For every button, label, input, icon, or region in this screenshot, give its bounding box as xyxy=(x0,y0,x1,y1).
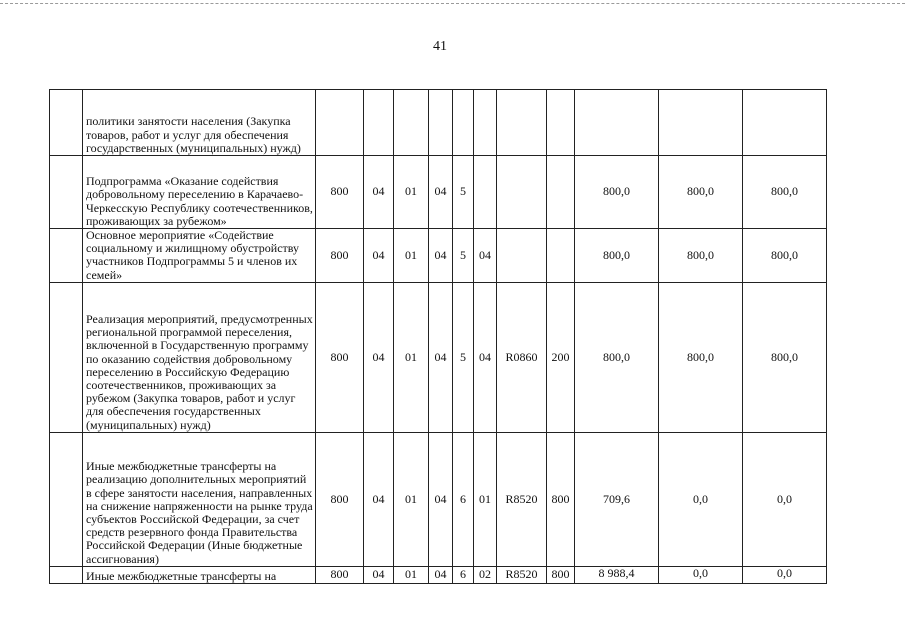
amount-year-2: 800,0 xyxy=(659,156,743,229)
code-subsection: 01 xyxy=(394,566,429,583)
code-section: 04 xyxy=(364,229,394,283)
code-activity xyxy=(474,90,497,156)
amount-year-3: 800,0 xyxy=(743,282,827,432)
code-direction: R8520 xyxy=(497,566,547,583)
code-subprogram: 6 xyxy=(453,432,474,566)
code-direction xyxy=(497,229,547,283)
code-subprogram: 5 xyxy=(453,156,474,229)
table-row xyxy=(50,229,827,283)
code-program xyxy=(429,90,453,156)
code-section: 04 xyxy=(364,566,394,583)
row-name: политики занятости населения (Закупка товаров, работ и услуг для обеспечения государственных (муниципальных) нужд) xyxy=(83,90,316,156)
code-expense-type xyxy=(547,229,575,283)
code-subprogram: 5 xyxy=(453,229,474,283)
code-expense-type: 800 xyxy=(547,566,575,583)
budget-table xyxy=(49,89,827,584)
code-program: 04 xyxy=(429,432,453,566)
amount-year-2: 0,0 xyxy=(659,566,743,583)
amount-year-3: 800,0 xyxy=(743,229,827,283)
page-top-edge xyxy=(0,3,905,4)
code-direction xyxy=(497,90,547,156)
page-number: 41 xyxy=(433,39,447,54)
code-program: 04 xyxy=(429,566,453,583)
row-name: Основное мероприятие «Содействие социальному и жилищному обустройству участников Подпрограммы 5 и членов их семей» xyxy=(83,229,316,283)
row-number-cell xyxy=(50,156,83,229)
row-name: Иные межбюджетные трансферты на xyxy=(83,566,316,583)
code-subsection: 01 xyxy=(394,156,429,229)
amount-year-1: 800,0 xyxy=(575,282,659,432)
code-direction: R8520 xyxy=(497,432,547,566)
code-direction: R0860 xyxy=(497,282,547,432)
code-gov: 800 xyxy=(316,566,364,583)
code-activity: 01 xyxy=(474,432,497,566)
code-activity xyxy=(474,156,497,229)
row-number-cell xyxy=(50,282,83,432)
code-gov xyxy=(316,90,364,156)
row-number-cell xyxy=(50,90,83,156)
amount-year-3: 800,0 xyxy=(743,156,827,229)
row-number-cell xyxy=(50,566,83,583)
code-program: 04 xyxy=(429,229,453,283)
amount-year-3: 0,0 xyxy=(743,566,827,583)
code-subprogram: 5 xyxy=(453,282,474,432)
code-activity: 02 xyxy=(474,566,497,583)
code-gov: 800 xyxy=(316,229,364,283)
code-activity: 04 xyxy=(474,229,497,283)
table-row xyxy=(50,156,827,229)
amount-year-2 xyxy=(659,90,743,156)
code-program: 04 xyxy=(429,282,453,432)
table-row xyxy=(50,566,827,583)
code-gov: 800 xyxy=(316,432,364,566)
amount-year-1 xyxy=(575,90,659,156)
code-expense-type: 200 xyxy=(547,282,575,432)
code-section: 04 xyxy=(364,156,394,229)
code-gov: 800 xyxy=(316,282,364,432)
amount-year-1: 8 988,4 xyxy=(575,566,659,583)
table-row xyxy=(50,432,827,566)
row-number-cell xyxy=(50,229,83,283)
code-activity: 04 xyxy=(474,282,497,432)
amount-year-2: 800,0 xyxy=(659,229,743,283)
row-name: Подпрограмма «Оказание содействия добровольному переселению в Карачаево-Черкесскую Республику соотечественников, проживающих за рубежом» xyxy=(83,156,316,229)
code-expense-type xyxy=(547,156,575,229)
amount-year-2: 800,0 xyxy=(659,282,743,432)
code-subsection: 01 xyxy=(394,432,429,566)
amount-year-1: 800,0 xyxy=(575,229,659,283)
table-row xyxy=(50,282,827,432)
code-subsection: 01 xyxy=(394,282,429,432)
code-subsection xyxy=(394,90,429,156)
row-number-cell xyxy=(50,432,83,566)
code-subprogram: 6 xyxy=(453,566,474,583)
code-program: 04 xyxy=(429,156,453,229)
row-name: Реализация мероприятий, предусмотренных региональной программой переселения, включенной в Государственную программу по оказанию содействия добровольному переселению в Российскую Федерацию соотечественников, проживающих за рубежом (Закупка товаров, работ и услуг для обеспечения государственных (муниципальных) нужд) xyxy=(83,282,316,432)
code-subprogram xyxy=(453,90,474,156)
code-direction xyxy=(497,156,547,229)
code-section xyxy=(364,90,394,156)
amount-year-3: 0,0 xyxy=(743,432,827,566)
code-subsection: 01 xyxy=(394,229,429,283)
amount-year-3 xyxy=(743,90,827,156)
code-expense-type: 800 xyxy=(547,432,575,566)
code-gov: 800 xyxy=(316,156,364,229)
code-section: 04 xyxy=(364,282,394,432)
row-name: Иные межбюджетные трансферты на реализацию дополнительных мероприятий в сфере занятости населения, направленных на снижение напряженности на рынке труда субъектов Российской Федерации, за счет средств резервного фонда Правительства Российской Федерации (Иные бюджетные ассигнования) xyxy=(83,432,316,566)
code-section: 04 xyxy=(364,432,394,566)
code-expense-type xyxy=(547,90,575,156)
amount-year-2: 0,0 xyxy=(659,432,743,566)
amount-year-1: 800,0 xyxy=(575,156,659,229)
table-row xyxy=(50,90,827,156)
amount-year-1: 709,6 xyxy=(575,432,659,566)
